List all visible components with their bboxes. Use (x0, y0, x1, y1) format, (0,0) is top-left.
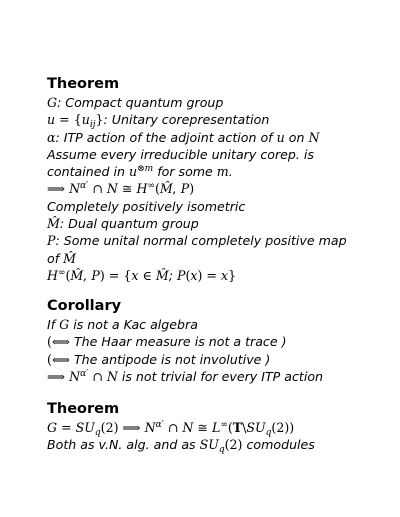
corollary-heading: Corollary (47, 298, 122, 314)
theorem-2-block (47, 401, 392, 454)
theorem-1-line-7: Completely positively isometric (47, 198, 246, 214)
theorem-1-line-8: M̂: Dual quantum group (47, 216, 199, 232)
corollary-line-1: If G is not a Kac algebra (47, 317, 198, 332)
theorem-1-line-5: contained in $u^{\otimes m}$ for some m. (47, 164, 233, 180)
theorem-1-line-2: $u = \{u_{ij}\}$: Unitary corepresentation (47, 112, 270, 131)
theorem-1-line-11: H∞(M̂, P) = {x ∈ M̂; P(x) = x} (47, 267, 237, 283)
theorem-1-block (47, 76, 392, 284)
theorem-2-line-2: Both as v.N. alg. and as $SU_q(2)$ comodules (47, 437, 315, 456)
theorem-2-heading: Theorem (47, 401, 120, 417)
corollary-block (47, 298, 392, 385)
theorem-1-line-10: of M̂ (47, 250, 77, 266)
corollary-line-2: (⟺ The Haar measure is not a trace ) (47, 334, 287, 350)
theorem-1-line-9: P: Some unital normal completely positive map (47, 233, 347, 249)
corollary-line-4: ⟹ $N^{\alpha'}$ ∩ N is not trivial for every ITP action (47, 368, 324, 384)
theorem-1-line-4: Assume every irreducible unitary corep. is (47, 146, 314, 162)
corollary-line-3: (⟺ The antipode is not involutive ) (47, 351, 271, 367)
theorem-1-line-1: G: Compact quantum group (47, 95, 224, 110)
theorem-1-line-6: ⟹ $N^{\alpha'}$ ∩ N ≅ H∞(M̂, P) (47, 181, 195, 197)
theorem-1-heading: Theorem (47, 76, 120, 92)
theorem-2-line-1: $G = SU_q(2)$ ⟹ $N^{\alpha'}$ ∩ N ≅ $L^\infty(T\backslash SU_q(2))$ (47, 420, 295, 438)
theorem-1-line-3: α: ITP action of the adjoint action of u on N (47, 129, 320, 145)
